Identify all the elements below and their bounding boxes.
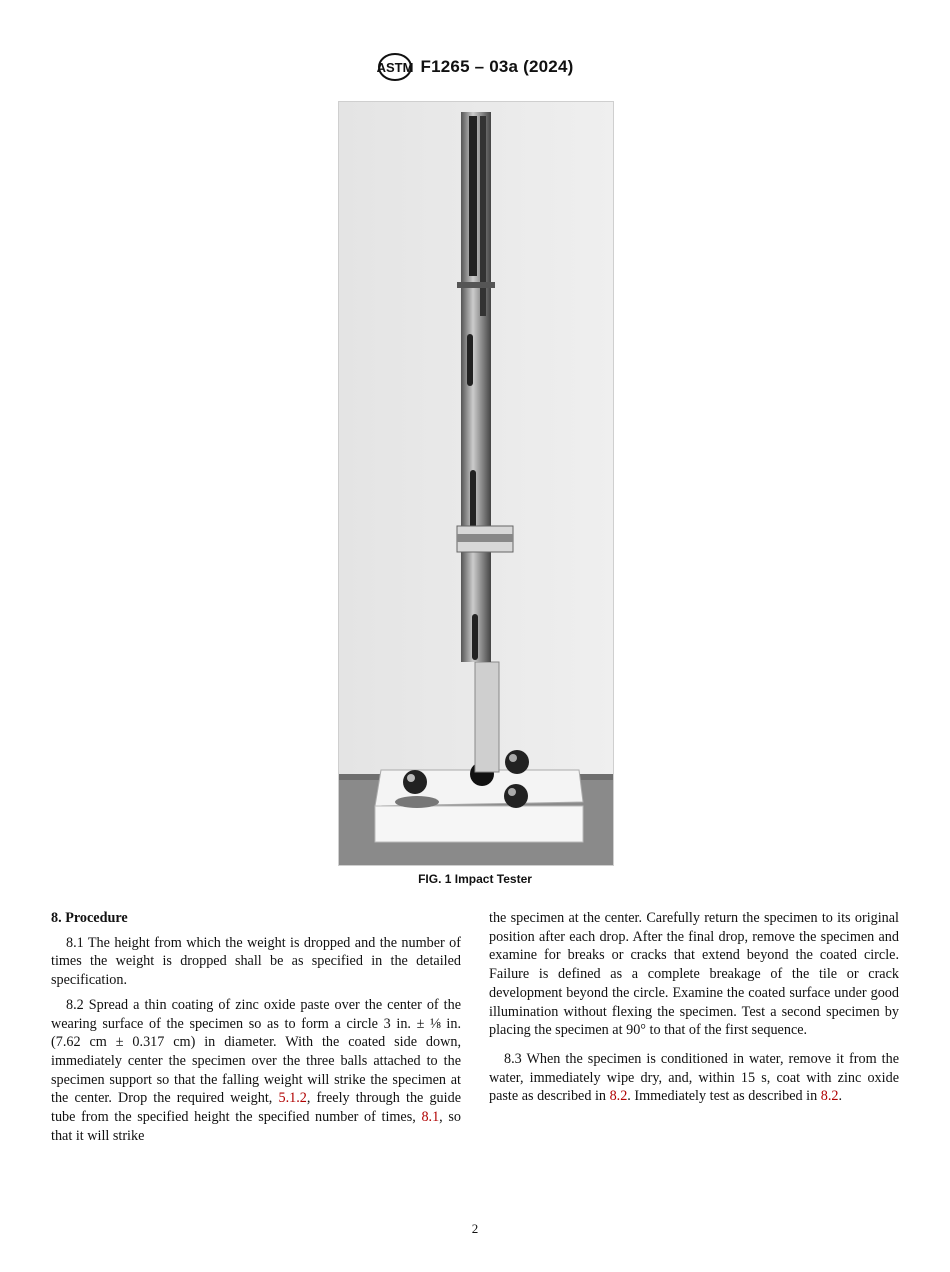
paragraph-8-2-text-b: , freely through the guide tube from the specified height the specified number of times, bbox=[51, 1090, 461, 1126]
svg-text:ASTM: ASTM bbox=[376, 60, 413, 75]
document-designation: F1265 – 03a (2024) bbox=[420, 57, 574, 76]
left-column bbox=[51, 909, 461, 1151]
xref-8-2-link-second[interactable]: 8.2 bbox=[820, 1088, 839, 1105]
figure-caption: FIG. 1 Impact Tester bbox=[418, 872, 532, 886]
paragraph-8-1: 8.1 The height from which the weight is dropped and the number of times the weight is dropped shall be as specified in the detailed specification. bbox=[51, 934, 461, 989]
right-column bbox=[489, 909, 899, 1112]
paragraph-8-3-text-c: . bbox=[838, 1088, 843, 1105]
xref-8-2-link[interactable]: 8.2 bbox=[609, 1088, 628, 1105]
astm-logo-icon bbox=[377, 52, 413, 82]
paragraph-8-2-continued: the specimen at the center. Carefully return the specimen to its original position after each drop. After the final drop, remove the specimen and examine for breaks or cracks that extend beyond the coated circle. Failure is defined as a complete breakage of the tile or crack development beyond the circle. Examine the coated surface under good illumination without flexing the specimen. Test a second specimen by placing the specimen at 90° to that of the first sequence. bbox=[489, 910, 899, 1039]
impact-tester-photo bbox=[338, 101, 614, 866]
page-header bbox=[0, 52, 950, 82]
paragraph-8-3-text-b: . Immediately test as described in bbox=[627, 1088, 821, 1105]
xref-8-1-link[interactable]: 8.1 bbox=[421, 1109, 440, 1126]
xref-5-1-2-link[interactable]: 5.1.2 bbox=[278, 1090, 307, 1107]
page-number: 2 bbox=[471, 1221, 479, 1236]
paragraph-8-2-text-a: 8.2 Spread a thin coating of zinc oxide paste over the center of the wearing surface of the specimen so as to form a circle 3 in. ± ⅛ in. (7.62 cm ± 0.317 cm) in diameter. With the coated side down, immediately center the specimen over the three balls attached to the specimen support so that the falling weight will strike the specimen at the center. Drop the required weight, bbox=[51, 996, 461, 1107]
paragraph-8-3 bbox=[489, 1050, 899, 1106]
paragraph-8-2-text-c: , so that it will strike bbox=[51, 1109, 461, 1144]
section-heading: 8. Procedure bbox=[51, 910, 128, 926]
paragraph-8-3-text-a: 8.3 When the specimen is conditioned in water, remove it from the water, immediately wipe dry, and, within 15 s, coat with zinc oxide paste as described in bbox=[489, 1050, 899, 1105]
paragraph-8-2 bbox=[51, 996, 461, 1146]
